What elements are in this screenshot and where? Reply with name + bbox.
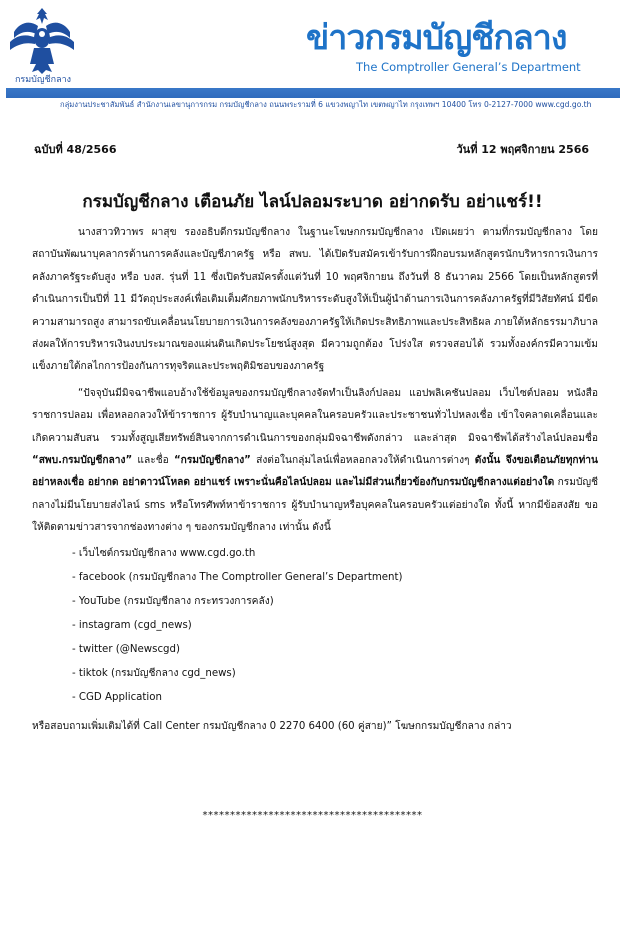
- warning-statement: ดังนั้น จึงขอเตือนภัยทุกท่าน อย่าหลงเชื่อ อย่ากด อย่าดาวน์โหลด อย่าแชร์ เพราะนั่นคือไลน์ปลอม และไม่มีส่วนเกี่ยวข้องกับกรมบัญชีกลางแต่อย่างใด: [32, 455, 598, 489]
- letterhead: [0, 0, 625, 120]
- channel-youtube: - YouTube (กรมบัญชีกลาง กระทรวงการคลัง): [72, 595, 274, 607]
- channel-facebook: - facebook (กรมบัญชีกลาง The Comptroller General’s Department): [72, 571, 403, 583]
- channel-twitter: - twitter (@Newscgd): [72, 643, 180, 655]
- article-body: [32, 222, 598, 738]
- paragraph-1: นางสาวทิวาพร ผาสุข รองอธิบดีกรมบัญชีกลาง ในฐานะโฆษกกรมบัญชีกลาง เปิดเผยว่า ตามที่กรมบัญชีกลาง โดยสถาบันพัฒนาบุคลากรด้านการคลังและบัญชีภาครัฐ หรือ สพบ. ได้เปิดรับสมัครเข้ารับการฝึกอบรมหลักสูตรนักบริหารการเงินการคลังภาครัฐระดับสูง หรือ บงส. รุ่นที่ 11 ซึ่งเปิดรับสมัครตั้งแต่วันที่ 10 พฤศจิกายน ถึงวันที่ 8 ธันวาคม 2566 โดยเป็นหลักสูตรที่ดำเนินการเป็นปีที่ 11 มีวัตถุประสงค์เพื่อเติมเต็มศักยภาพนักบริหารระดับสูงให้เป็นผู้นำด้านการเงินการคลังภาครัฐที่มีวิสัยทัศน์ มีขีดความสามารถสูง สามารถขับเคลื่อนนโยบายการเงินการคลังของภาครัฐให้เกิดประสิทธิภาพและประสิทธิผล ภายใต้หลักธรรมาภิบาล ส่งผลให้การบริหารเงินงบประมาณของแผ่นดินเกิดประโยชน์สูงสุด มีความถูกต้อง โปร่งใส ตรวจสอบได้ รวมทั้งองค์กรมีความเข้มแข็งภายใต้กลไกการป้องกันการทุจริตและประพฤติมิชอบของภาครัฐ: [32, 227, 598, 373]
- channel-website: - เว็บไซต์กรมบัญชีกลาง www.cgd.go.th: [72, 547, 256, 559]
- headline: กรมบัญชีกลาง เตือนภัย ไลน์ปลอมระบาด อย่ากดรับ อย่าแชร์!!: [82, 192, 543, 212]
- fake-line-name-1: “สพบ.กรมบัญชีกลาง”: [32, 455, 133, 467]
- official-channels-list: [72, 542, 598, 710]
- end-separator: ****************************************: [202, 810, 423, 821]
- paragraph-2-text-1: “ปัจจุบันมีมิจฉาชีพแอบอ้างใช้ข้อมูลของกรมบัญชีกลางจัดทำเป็นลิงก์ปลอม แอปพลิเคชันปลอม เว็บไซต์ปลอม หนังสือราชการปลอม เพื่อหลอกลวงให้ข้าราชการ ผู้รับบำนาญและบุคคลในครอบครัวและประชาชนทั่วไปหลงเชื่อ เข้าใจคลาดเคลื่อนและเกิดความสับสน รวมทั้งสูญเสียทรัพย์สินจากการดำเนินการของกลุ่มมิจฉาชีพดังกล่าว และล่าสุด มิจฉาชีพได้สร้างไลน์ปลอมชื่อ: [32, 387, 598, 444]
- cgd-emblem-logo: [6, 4, 78, 76]
- closing-statement: หรือสอบถามเพิ่มเติมได้ที่ Call Center กรมบัญชีกลาง 0 2270 6400 (60 คู่สาย)” โฆษกกรมบัญชีกลาง กล่าว: [32, 720, 512, 732]
- paragraph-2-text-2: และชื่อ: [132, 455, 174, 467]
- paragraph-2-text-3: ส่งต่อในกลุ่มไลน์เพื่อหลอกลวงให้ดำเนินการต่างๆ: [250, 455, 475, 467]
- channel-cgd-application: - CGD Application: [72, 691, 162, 703]
- channel-tiktok: - tiktok (กรมบัญชีกลาง cgd_news): [72, 667, 236, 679]
- issue-date: วันที่ 12 พฤศจิกายน 2566: [456, 143, 589, 156]
- header-address: กลุ่มงานประชาสัมพันธ์ สำนักงานเลขานุการกรม กรมบัญชีกลาง ถนนพระรามที่ 6 แขวงพญาไท เขตพญาไท กรุงเทพฯ 10400 โทร 0-2127-7000 www.cgd.go.th: [60, 100, 592, 109]
- brand-title-english: The Comptroller General’s Department: [356, 60, 581, 74]
- paragraph-2-text-4: กรมบัญชีกลางไม่มีนโยบายส่งไลน์ sms หรือโทรศัพท์หาข้าราชการ ผู้รับบำนาญหรือบุคคลในครอบครัวแต่อย่างใด ทั้งนี้ หากมีข้อสงสัย ขอให้ติดตามข่าวสารจากช่องทางต่าง ๆ ของกรมบัญชีกลาง เท่านั้น ดังนี้: [32, 477, 599, 534]
- paragraph-2: [32, 383, 598, 540]
- logo-caption: กรมบัญชีกลาง: [14, 75, 72, 85]
- header-rule: [6, 88, 620, 98]
- fake-line-name-2: “กรมบัญชีกลาง”: [173, 455, 251, 467]
- channel-instagram: - instagram (cgd_news): [72, 619, 192, 631]
- brand-title-thai: ข่าวกรมบัญชีกลาง: [306, 18, 567, 58]
- issue-number: ฉบับที่ 48/2566: [34, 143, 117, 156]
